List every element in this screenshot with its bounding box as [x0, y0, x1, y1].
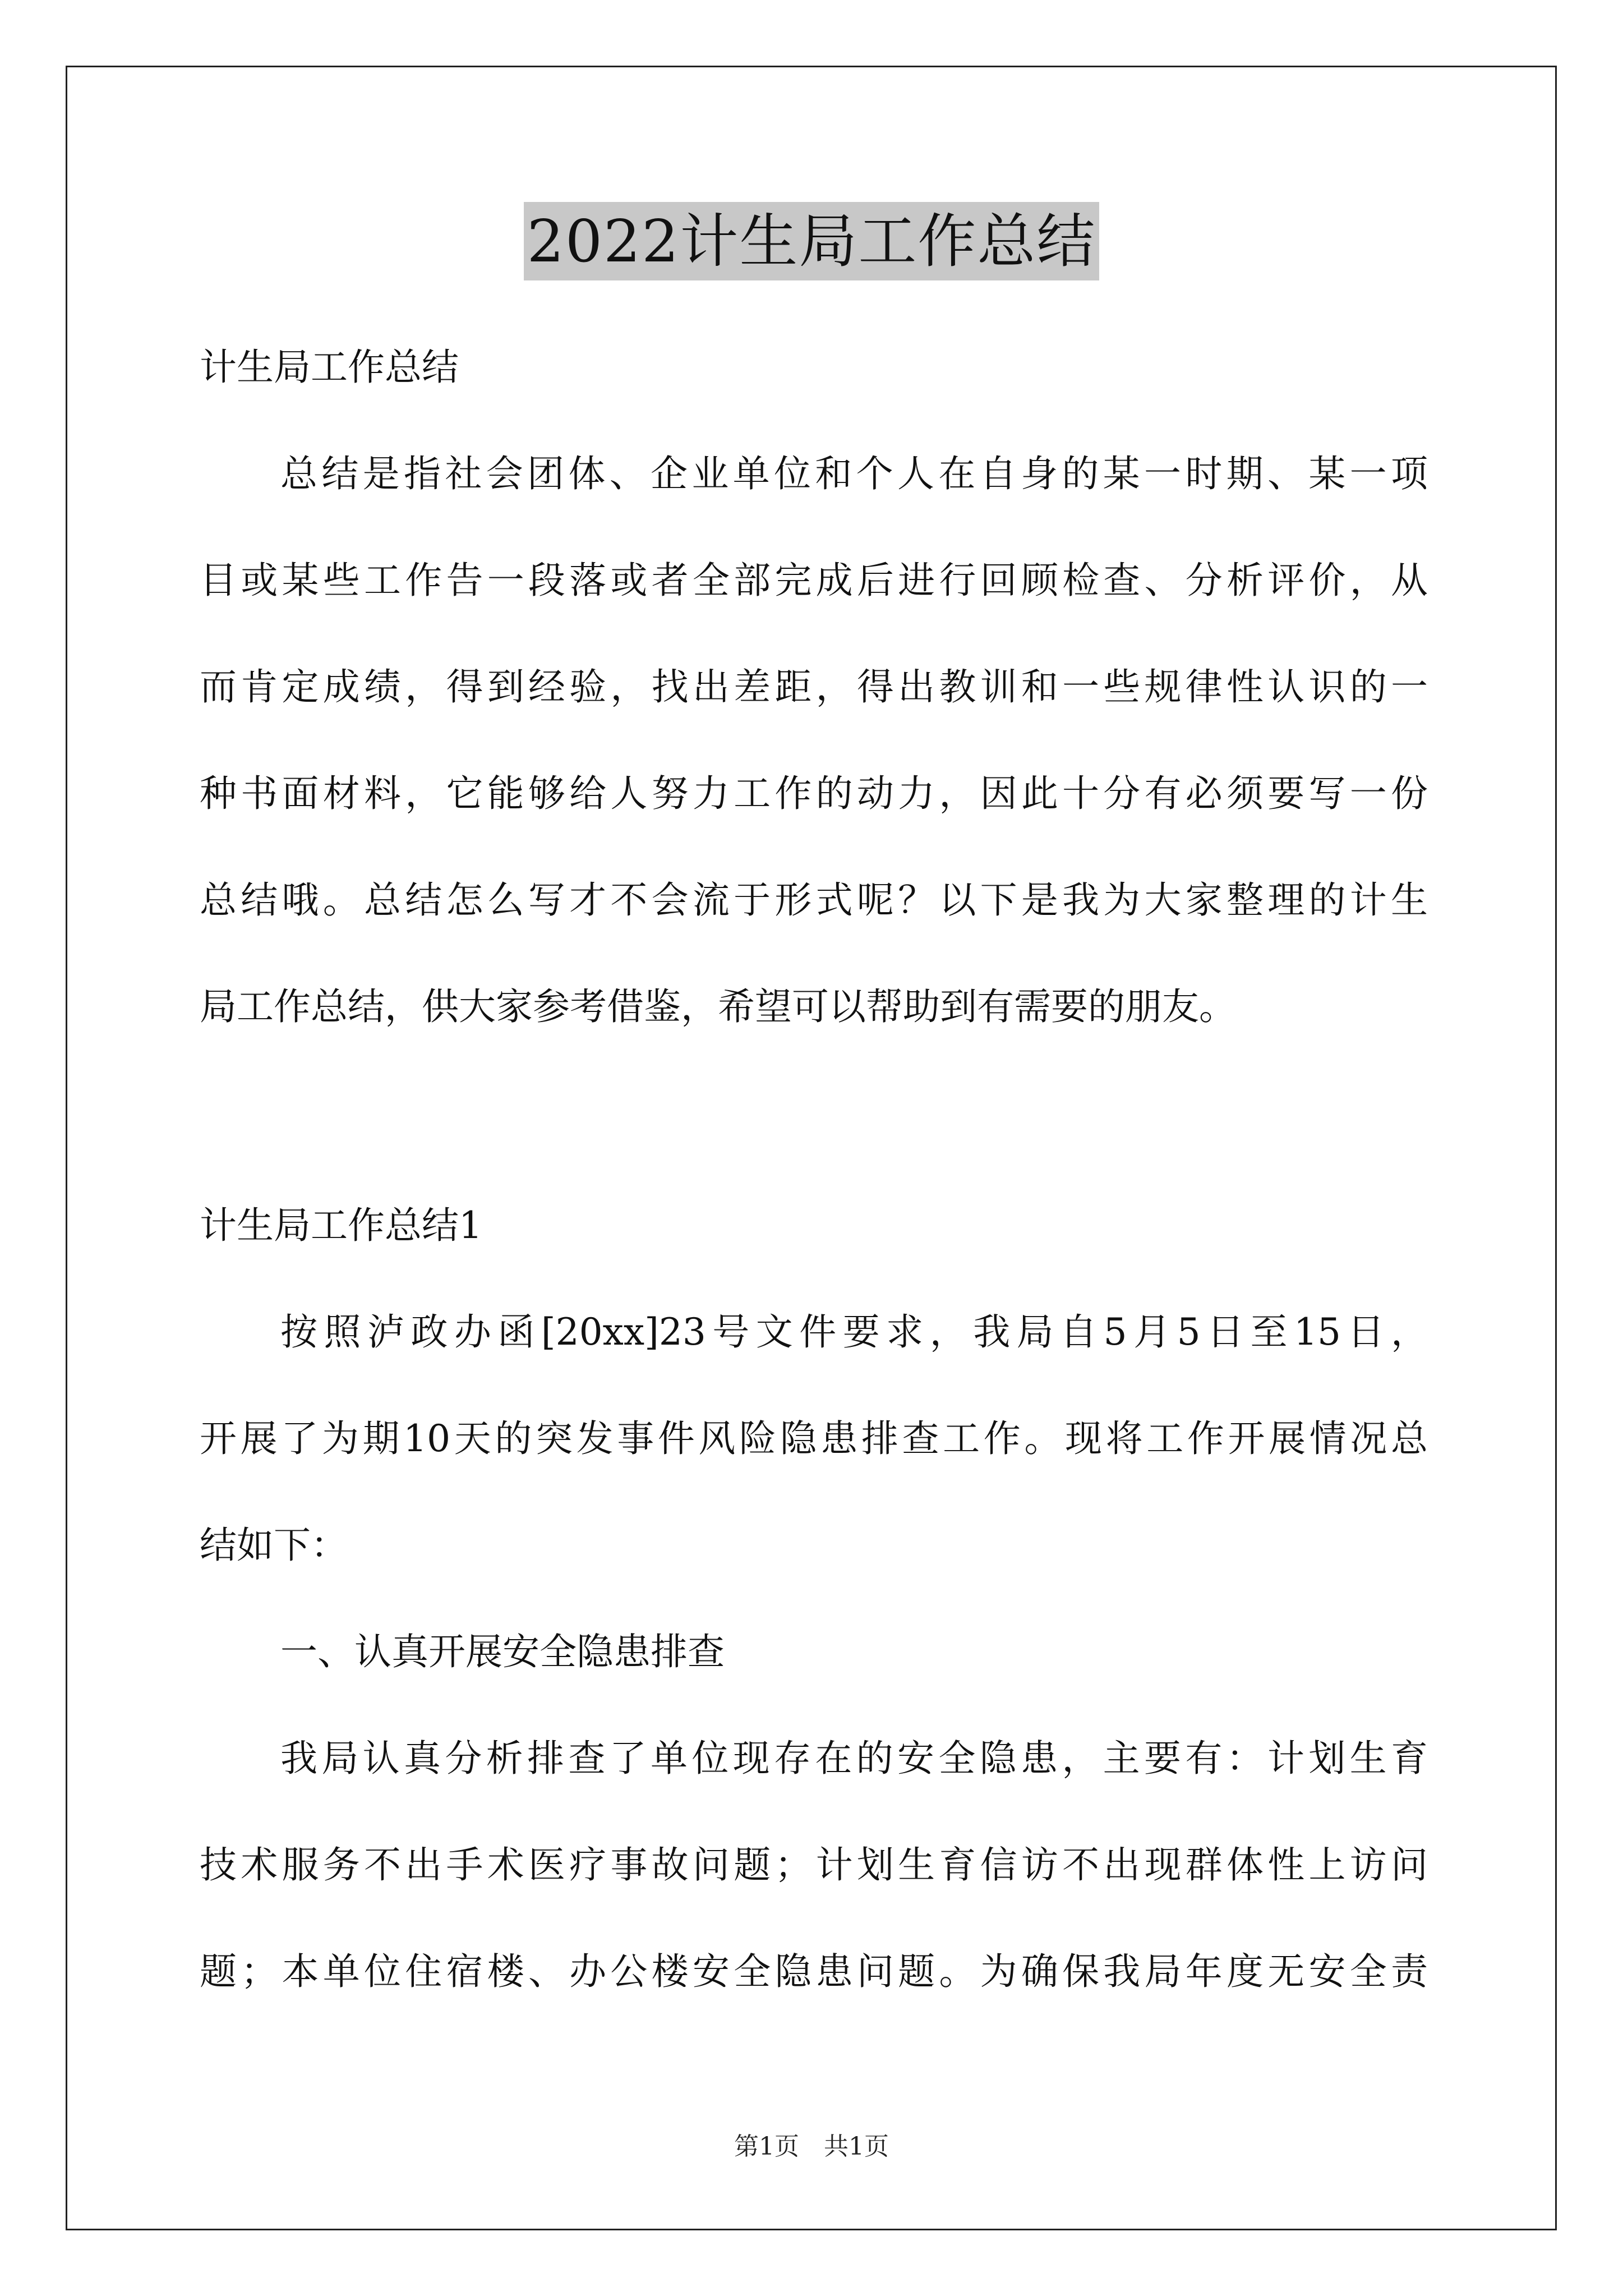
intro-line: 总结是指社会团体、企业单位和个人在自身的某一时期、某一项	[280, 452, 1428, 495]
paragraph-line: 题；本单位住宿楼、办公楼安全隐患问题。为确保我局年度无安全责	[200, 1950, 1428, 1993]
intro-line: 而肯定成绩，得到经验，找出差距，得出教训和一些规律性认识的一	[200, 665, 1428, 708]
paragraph-line: 技术服务不出手术医疗事故问题；计划生育信访不出现群体性上访问	[200, 1843, 1428, 1887]
document-title: 2022计生局工作总结	[524, 202, 1100, 280]
paragraph-line: 结如下：	[200, 1524, 348, 1567]
intro-line: 种书面材料，它能够给人努力工作的动力，因此十分有必须要写一份	[200, 772, 1428, 815]
intro-line: 目或某些工作告一段落或者全部完成后进行回顾检查、分析评价，从	[200, 559, 1428, 602]
section-heading: 计生局工作总结1	[200, 1204, 482, 1247]
paragraph-line: 我局认真分析排查了单位现存在的安全隐患，主要有：计划生育	[280, 1737, 1428, 1780]
intro-line: 局工作总结，供大家参考借鉴，希望可以帮助到有需要的朋友。	[200, 985, 1236, 1028]
paragraph-line: 开展了为期10天的突发事件风险隐患排查工作。现将工作开展情况总	[200, 1417, 1428, 1460]
section-gap	[200, 1060, 1428, 1172]
intro-line: 总结哦。总结怎么写才不会流于形式呢？以下是我为大家整理的计生	[200, 878, 1428, 922]
paragraph-line: 按照泸政办函[20xx]23号文件要求，我局自5月5日至15日，	[280, 1310, 1428, 1354]
page-footer: 第1页 共1页	[734, 2132, 889, 2161]
document-body	[200, 314, 1428, 2025]
section-subheading: 一、认真开展安全隐患排查	[280, 1630, 725, 1673]
title-container	[0, 202, 1623, 280]
subheading: 计生局工作总结	[200, 346, 459, 389]
